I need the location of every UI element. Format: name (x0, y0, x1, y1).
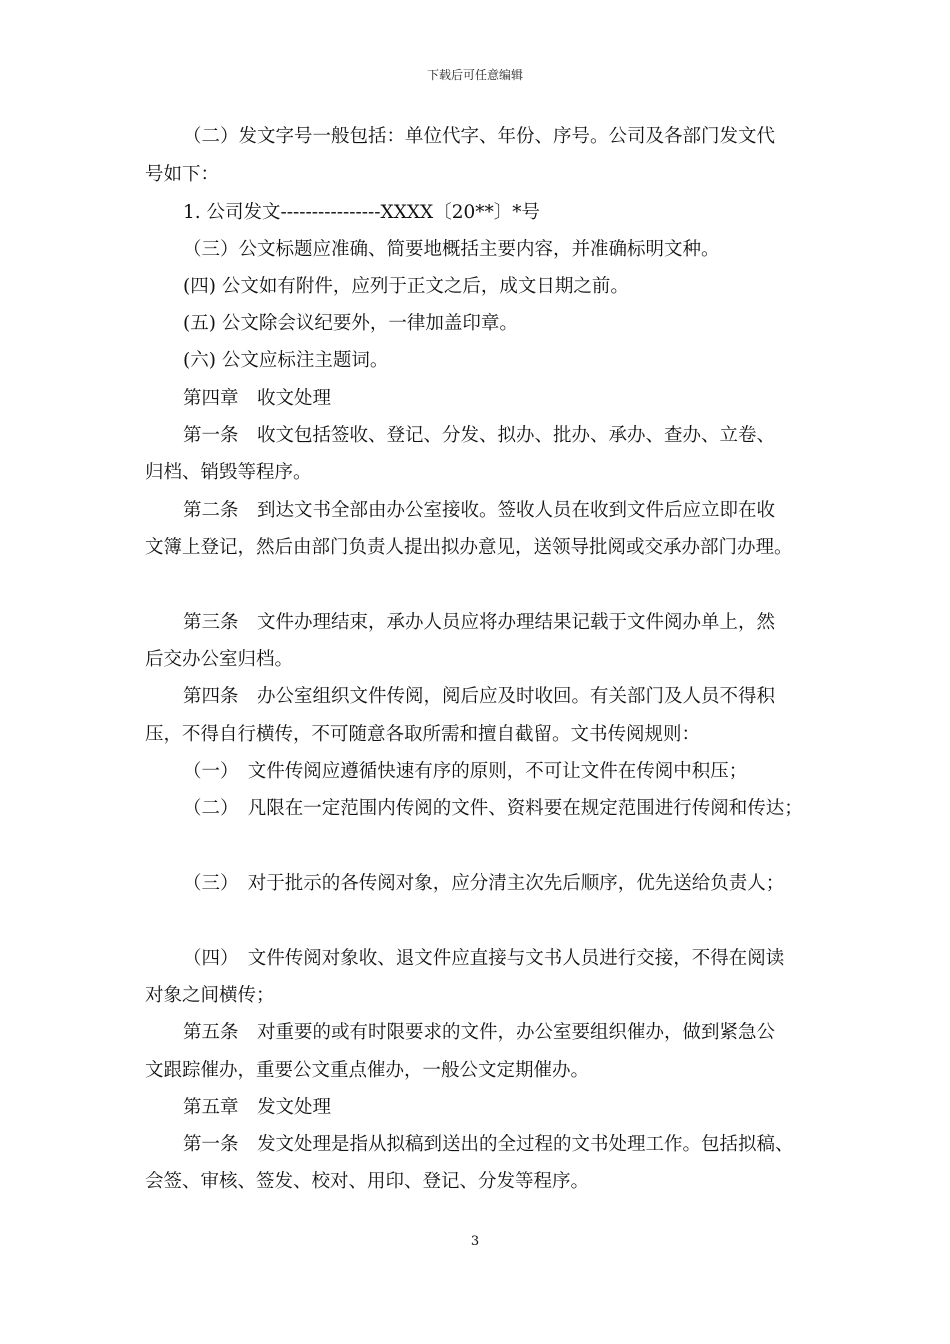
paragraph-line: 1. 公司发文----------------XXXX〔20**〕*号 (183, 202, 541, 223)
list-item: （四） 文件传阅对象收、退文件应直接与文书人员进行交接，不得在阅读 (183, 948, 785, 969)
list-item: （二） 凡限在一定范围内传阅的文件、资料要在规定范围进行传阅和传达； (183, 798, 803, 819)
paragraph-line: (五) 公文除会议纪要外，一律加盖印章。 (183, 313, 518, 334)
paragraph-line: 压，不得自行横传，不可随意各取所需和擅自截留。文书传阅规则： (145, 724, 701, 745)
paragraph-line: (四) 公文如有附件，应列于正文之后，成文日期之前。 (183, 276, 629, 297)
paragraph-line: 归档、销毁等程序。 (145, 462, 312, 483)
paragraph-line: (六) 公文应标注主题词。 (183, 350, 389, 371)
paragraph-line: 第一条 收文包括签收、登记、分发、拟办、批办、承办、查办、立卷、 (183, 425, 776, 446)
chapter-heading: 第四章 收文处理 (183, 388, 332, 409)
list-item: （一） 文件传阅应遵循快速有序的原则，不可让文件在传阅中积压； (183, 761, 748, 782)
paragraph-line: 第四条 办公室组织文件传阅，阅后应及时收回。有关部门及人员不得积 (183, 686, 776, 707)
paragraph-line: （三）公文标题应准确、简要地概括主要内容，并准确标明文种。 (183, 239, 720, 260)
paragraph-line: 第三条 文件办理结束，承办人员应将办理结果记载于文件阅办单上，然 (183, 612, 776, 633)
paragraph-line: 对象之间横传； (145, 985, 275, 1006)
paragraph-line: 号如下： (145, 164, 220, 185)
paragraph-line: 文跟踪催办，重要公文重点催办，一般公文定期催办。 (145, 1060, 590, 1081)
list-item: （三） 对于批示的各传阅对象，应分清主次先后顺序，优先送给负责人； (183, 873, 785, 894)
paragraph-line: 会签、审核、签发、校对、用印、登记、分发等程序。 (145, 1171, 590, 1192)
paragraph-line: 后交办公室归档。 (145, 649, 294, 670)
page-number: 3 (470, 1234, 480, 1249)
paragraph-line: 第五条 对重要的或有时限要求的文件，办公室要组织催办，做到紧急公 (183, 1022, 776, 1043)
paragraph-line: 文簿上登记，然后由部门负责人提出拟办意见，送领导批阅或交承办部门办理。 (145, 537, 793, 558)
chapter-heading: 第五章 发文处理 (183, 1097, 332, 1118)
paragraph-line: 第二条 到达文书全部由办公室接收。签收人员在收到文件后应立即在收 (183, 500, 776, 521)
page-header: 下载后可任意编辑 (426, 68, 523, 82)
paragraph-line: （二）发文字号一般包括：单位代字、年份、序号。公司及各部门发文代 (183, 126, 776, 147)
paragraph-line: 第一条 发文处理是指从拟稿到送出的全过程的文书处理工作。包括拟稿、 (183, 1134, 794, 1155)
